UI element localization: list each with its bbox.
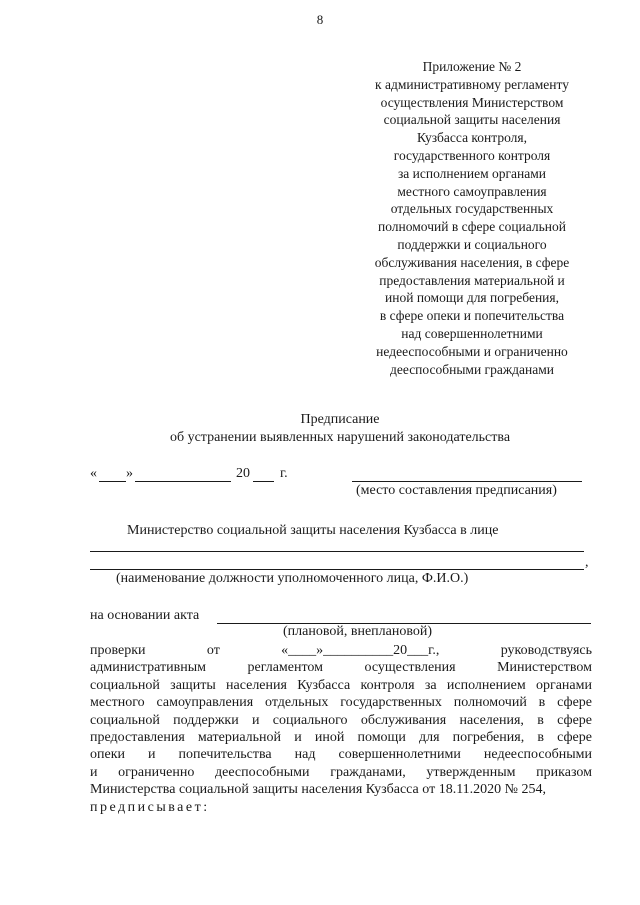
month-blank-line[interactable] [135, 481, 231, 482]
document-title: Предписание [300, 412, 380, 427]
body-line: и ограниченно дееспособными гражданами, утвержденным приказом [90, 764, 592, 780]
appendix-line: в сфере опеки и попечительства [379, 308, 565, 324]
body-line: административным регламентом осуществления Министерством [90, 660, 592, 676]
day-blank-line[interactable] [99, 481, 126, 482]
basis-caption: (плановой, внеплановой) [283, 624, 433, 639]
date-quote-open: « [90, 466, 97, 481]
body-paragraph [90, 642, 592, 816]
appendix-line: предоставления материальной и [379, 272, 565, 288]
place-caption: (место составления предписания) [356, 483, 557, 498]
body-line: социальной поддержки и социального обслуживания населения, в сфере [90, 712, 592, 728]
appendix-line: полномочий в сфере социальной [378, 219, 566, 235]
year-blank-line[interactable] [253, 481, 274, 482]
appendix-line: за исполнением органами [397, 165, 547, 181]
appendix-line: Приложение № 2 [422, 59, 522, 74]
appendix-line: к административному регламенту [375, 76, 569, 92]
appendix-line: обслуживания населения, в сфере [374, 254, 570, 270]
official-blank-line-2[interactable] [90, 569, 584, 570]
appendix-line: Кузбасса контроля, [416, 130, 527, 146]
appendix-line: недееспособными и ограниченно [376, 343, 568, 359]
body-line: проверки от «____»__________20___г., руководствуясь [90, 643, 592, 658]
appendix-line: осуществления Министерством [380, 94, 564, 110]
body-line: Министерства социальной защиты населения Кузбасса от 18.11.2020 № 254, [90, 782, 547, 798]
ministry-text: Министерство социальной защиты населения Кузбасса в лице [127, 523, 499, 538]
appendix-line: местного самоуправления [397, 183, 547, 199]
place-blank-line[interactable] [352, 481, 582, 482]
appendix-line: поддержки и социального [397, 236, 547, 252]
body-line: местного самоуправления отдельных государственных полномочий в сфере [90, 695, 592, 711]
date-quote-close: » [126, 466, 133, 481]
appendix-line: дееспособными гражданами [390, 361, 554, 377]
appendix-line: государственного контроля [393, 147, 551, 163]
official-caption: (наименование должности уполномоченного лица, Ф.И.О.) [116, 571, 469, 586]
appendix-line: иной помощи для погребения, [385, 290, 559, 306]
year-suffix: г. [280, 466, 288, 481]
prescribes-word: предписывает: [90, 799, 210, 815]
document-subtitle: об устранении выявленных нарушений законодательства [169, 430, 511, 445]
official-blank-line-1[interactable] [90, 551, 584, 552]
appendix-line: отдельных государственных [390, 201, 554, 217]
body-line: предоставления материальной и иной помощи для погребения, в сфере [90, 729, 592, 745]
page-number: 8 [316, 12, 324, 27]
appendix-header [352, 58, 592, 378]
body-line: опеки и попечительства над совершеннолетними недееспособными [90, 747, 592, 763]
appendix-line: над совершеннолетними [401, 325, 543, 341]
year-prefix: 20 [236, 466, 250, 481]
basis-label: на основании акта [90, 608, 200, 623]
appendix-line: социальной защиты населения [383, 112, 561, 128]
ministry-comma: , [585, 555, 589, 570]
body-line: социальной защиты населения Кузбасса контроля за исполнением органами [90, 677, 592, 693]
